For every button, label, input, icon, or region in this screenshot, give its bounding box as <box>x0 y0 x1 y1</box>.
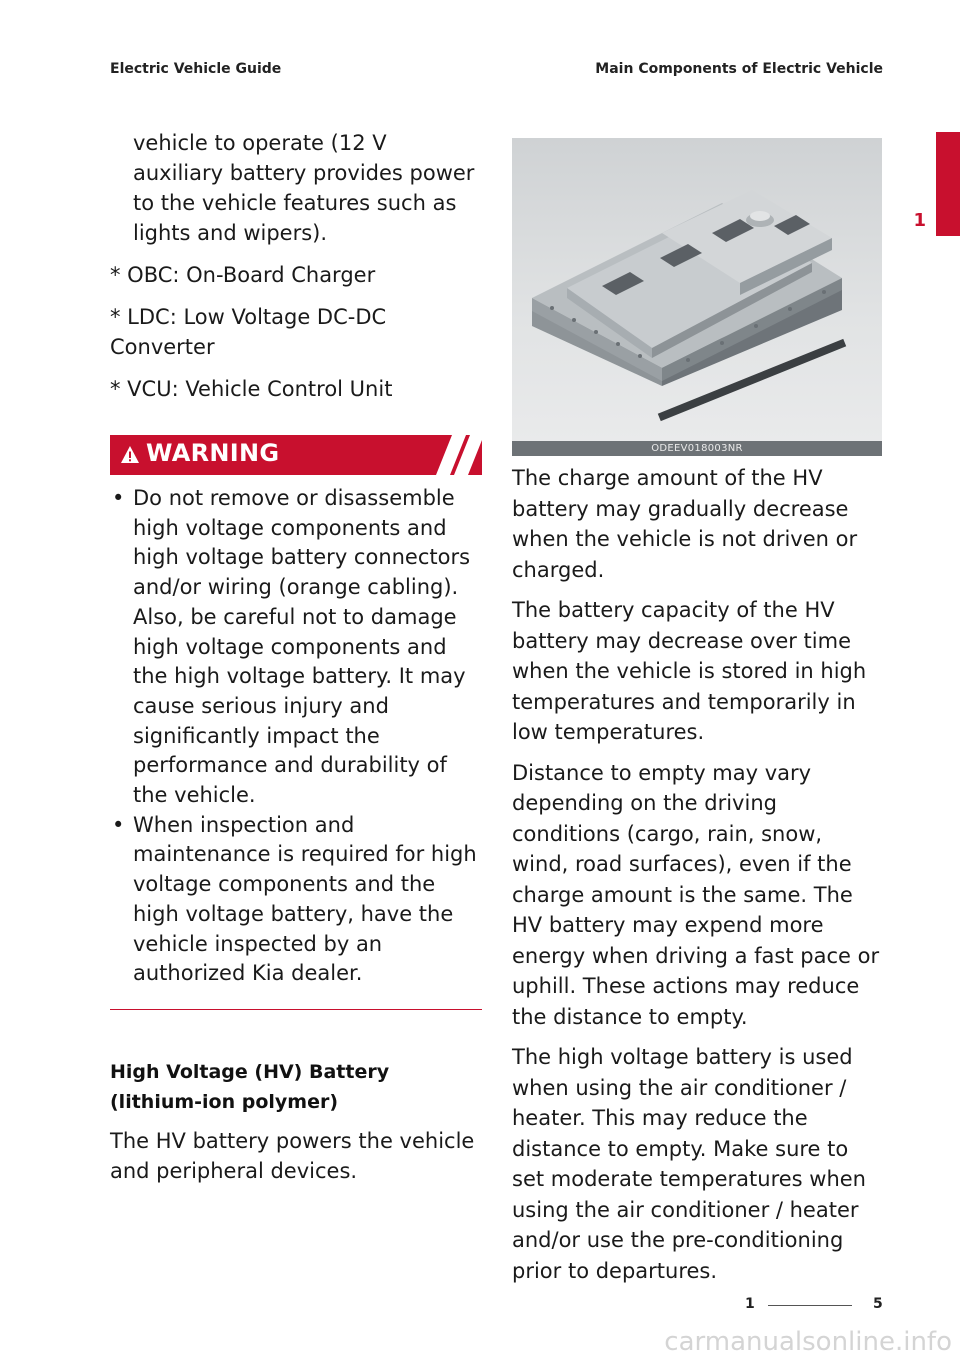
chapter-tab-number: 1 <box>913 210 926 231</box>
warning-list <box>110 484 482 989</box>
chapter-tab <box>936 132 960 236</box>
footer-page-number: 5 <box>873 1296 883 1312</box>
body-paragraph: The battery capacity of the HV battery may decrease over time when the vehicle is stored in high temperatures and temporarily in low temperatures. <box>512 598 867 744</box>
abbreviation-note: * LDC: Low Voltage DC-DC Converter <box>110 305 387 359</box>
footer-divider <box>768 1305 852 1306</box>
warning-triangle-icon <box>120 445 140 465</box>
body-paragraph: Distance to empty may vary depending on the driving conditions (cargo, rain, snow, wind, road surfaces), even if the charge amount is the same. The HV battery may expend more energy when driving a fast pace or uphill. These actions may reduce the distance to empty. <box>512 760 880 1029</box>
body-paragraph: The high voltage battery is used when using the air conditioner / heater. This may reduce the distance to empty. Make sure to set moderate temperatures when using the air conditioner / heater and/or use the pre-conditioning prior to departures. <box>512 1045 866 1283</box>
image-code: ODEEV018003NR <box>512 441 882 456</box>
warning-end-rule <box>110 1009 482 1010</box>
left-column <box>110 128 482 1186</box>
warning-item: • When inspection and maintenance is required for high voltage components and the high voltage battery, have the vehicle inspected by an authorized Kia dealer. <box>112 812 477 986</box>
section-body: The HV battery powers the vehicle and peripheral devices. <box>110 1128 475 1183</box>
warning-label: WARNING <box>146 439 280 467</box>
warning-stripes <box>422 435 482 475</box>
running-header-right: Main Components of Electric Vehicle <box>595 61 883 77</box>
continuation-paragraph: vehicle to operate (12 V auxiliary battery provides power to the vehicle features such as lights and wipers). <box>133 131 475 245</box>
section-title: High Voltage (HV) Battery (lithium-ion polymer) <box>110 1060 390 1113</box>
right-column <box>512 138 884 1286</box>
abbreviation-note: * OBC: On-Board Charger <box>110 263 376 287</box>
running-header-left: Electric Vehicle Guide <box>110 61 282 77</box>
warning-item: • Do not remove or disassemble high voltage components and high voltage battery connectors and/or wiring (orange cabling). Also, be careful not to damage high voltage components and the high voltage battery. It may cause serious injury and significantly impact the performance and durability of the vehicle. <box>112 486 471 808</box>
warning-banner <box>110 435 482 475</box>
abbreviation-note: * VCU: Vehicle Control Unit <box>110 377 393 401</box>
hv-battery-illustration <box>512 138 882 441</box>
watermark-text: carmanualsonline.info <box>664 1327 952 1357</box>
footer-chapter-number: 1 <box>745 1296 755 1312</box>
body-paragraph: The charge amount of the HV battery may gradually decrease when the vehicle is not driven or charged. <box>512 466 858 582</box>
hv-battery-image <box>512 138 882 441</box>
